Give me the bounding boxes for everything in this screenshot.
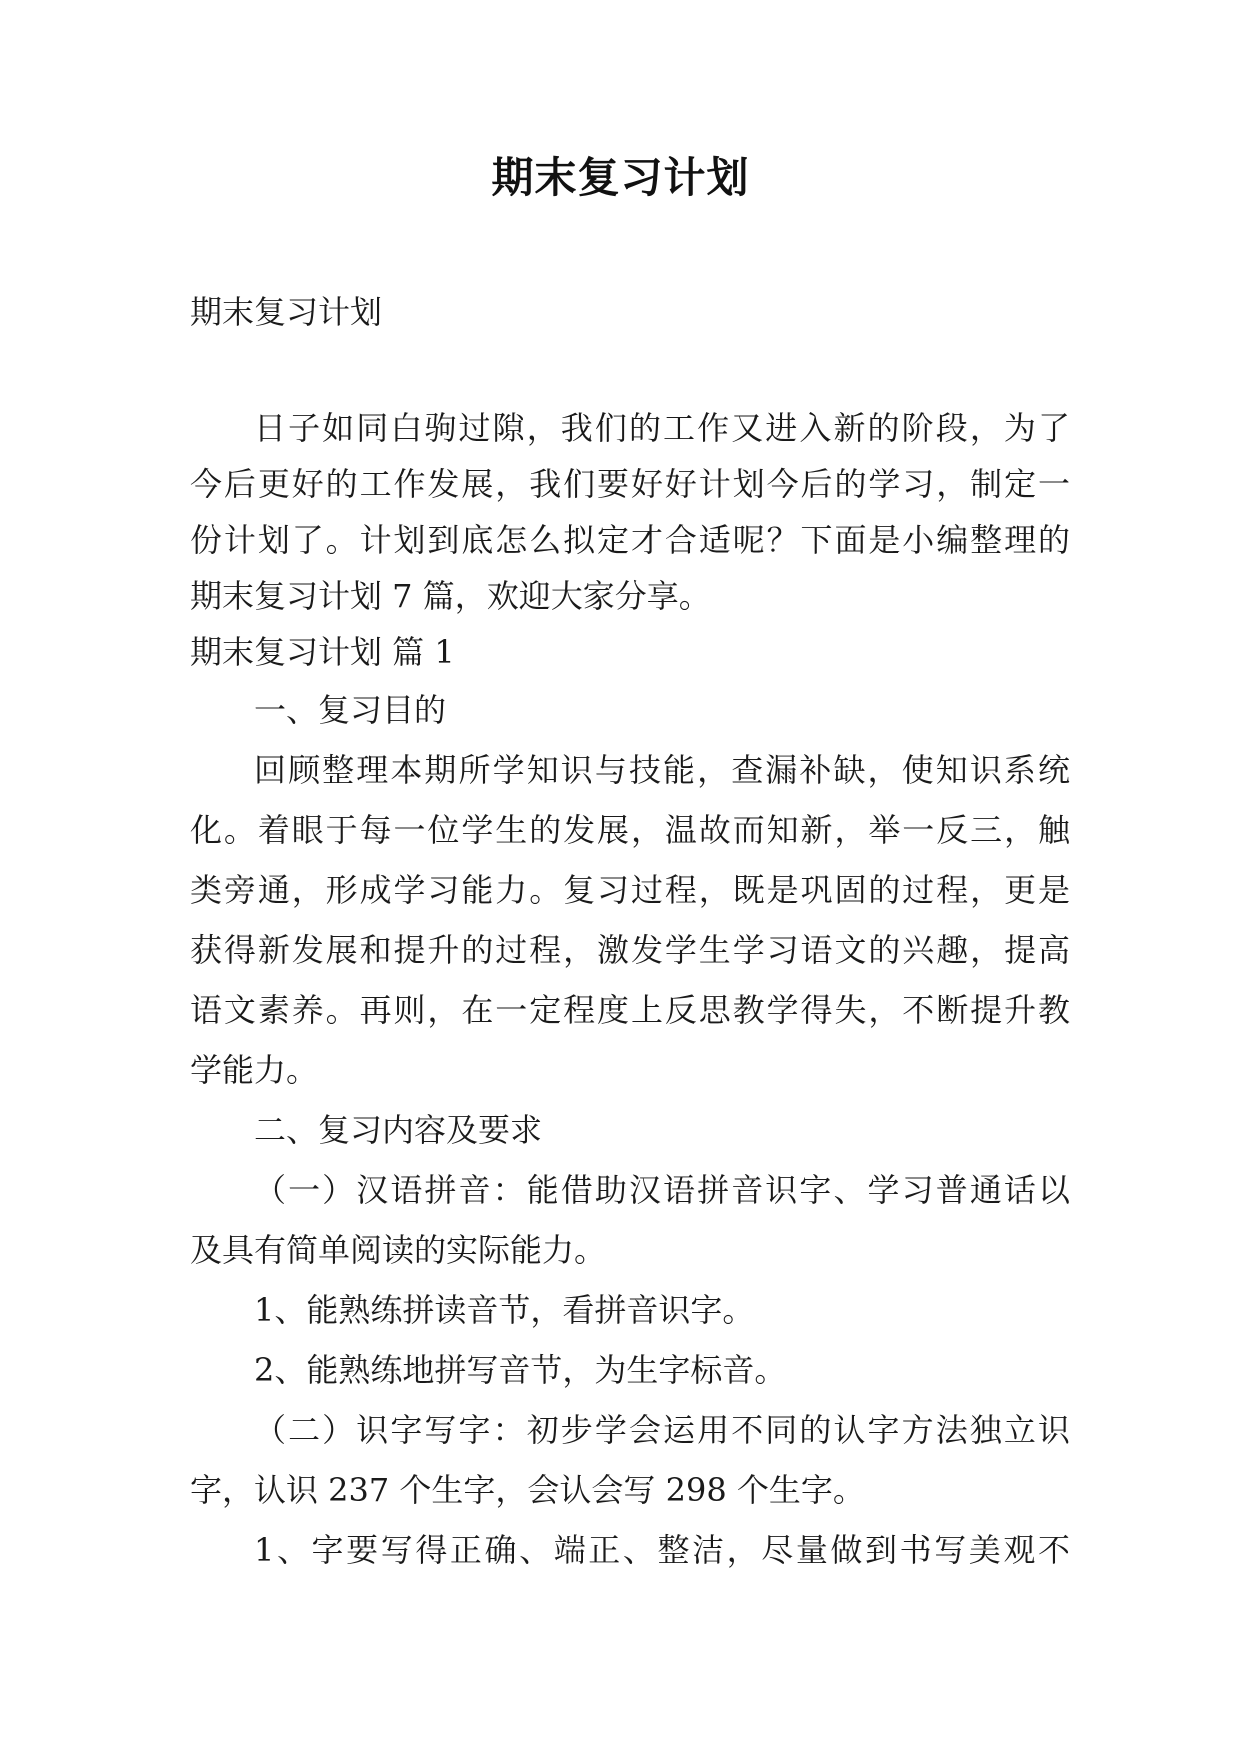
paragraph-line: （二）识字写字：初步学会运用不同的认字方法独立识 (254, 1411, 1070, 1449)
paragraph-line: 期末复习计划 7 篇，欢迎大家分享。 (190, 577, 711, 615)
paragraph-line: 日子如同白驹过隙，我们的工作又进入新的阶段，为了 (254, 409, 1070, 447)
list-item: 1、字要写得正确、端正、整洁，尽量做到书写美观不 (254, 1531, 1070, 1569)
subsection-heading: 二、复习内容及要求 (254, 1111, 543, 1149)
paragraph-line: 学能力。 (190, 1051, 319, 1089)
paragraph-line: 份计划了。计划到底怎么拟定才合适呢？下面是小编整理的 (190, 521, 1070, 559)
subsection-heading: 一、复习目的 (254, 691, 447, 729)
paragraph-line: 类旁通，形成学习能力。复习过程，既是巩固的过程，更是 (190, 871, 1070, 909)
paragraph-line: 今后更好的工作发展，我们要好好计划今后的学习，制定一 (190, 465, 1070, 503)
paragraph-line: 获得新发展和提升的过程，激发学生学习语文的兴趣，提高 (190, 931, 1070, 969)
section-heading: 期末复习计划 篇 1 (190, 633, 455, 671)
paragraph-line: 回顾整理本期所学知识与技能，查漏补缺，使知识系统 (254, 751, 1070, 789)
document-title: 期末复习计划 (491, 153, 750, 202)
paragraph-line: 化。着眼于每一位学生的发展，温故而知新，举一反三，触 (190, 811, 1070, 849)
paragraph-line: 字，认识 237 个生字，会认会写 298 个生字。 (190, 1471, 865, 1509)
paragraph-line: 语文素养。再则，在一定程度上反思教学得失，不断提升教 (190, 991, 1070, 1029)
paragraph-line: （一）汉语拼音：能借助汉语拼音识字、学习普通话以 (254, 1171, 1070, 1209)
subtitle-line: 期末复习计划 (190, 293, 383, 331)
paragraph-line: 及具有简单阅读的实际能力。 (190, 1231, 607, 1269)
list-item: 2、能熟练地拼写音节，为生字标音。 (254, 1351, 787, 1389)
list-item: 1、能熟练拼读音节，看拼音识字。 (254, 1291, 755, 1329)
